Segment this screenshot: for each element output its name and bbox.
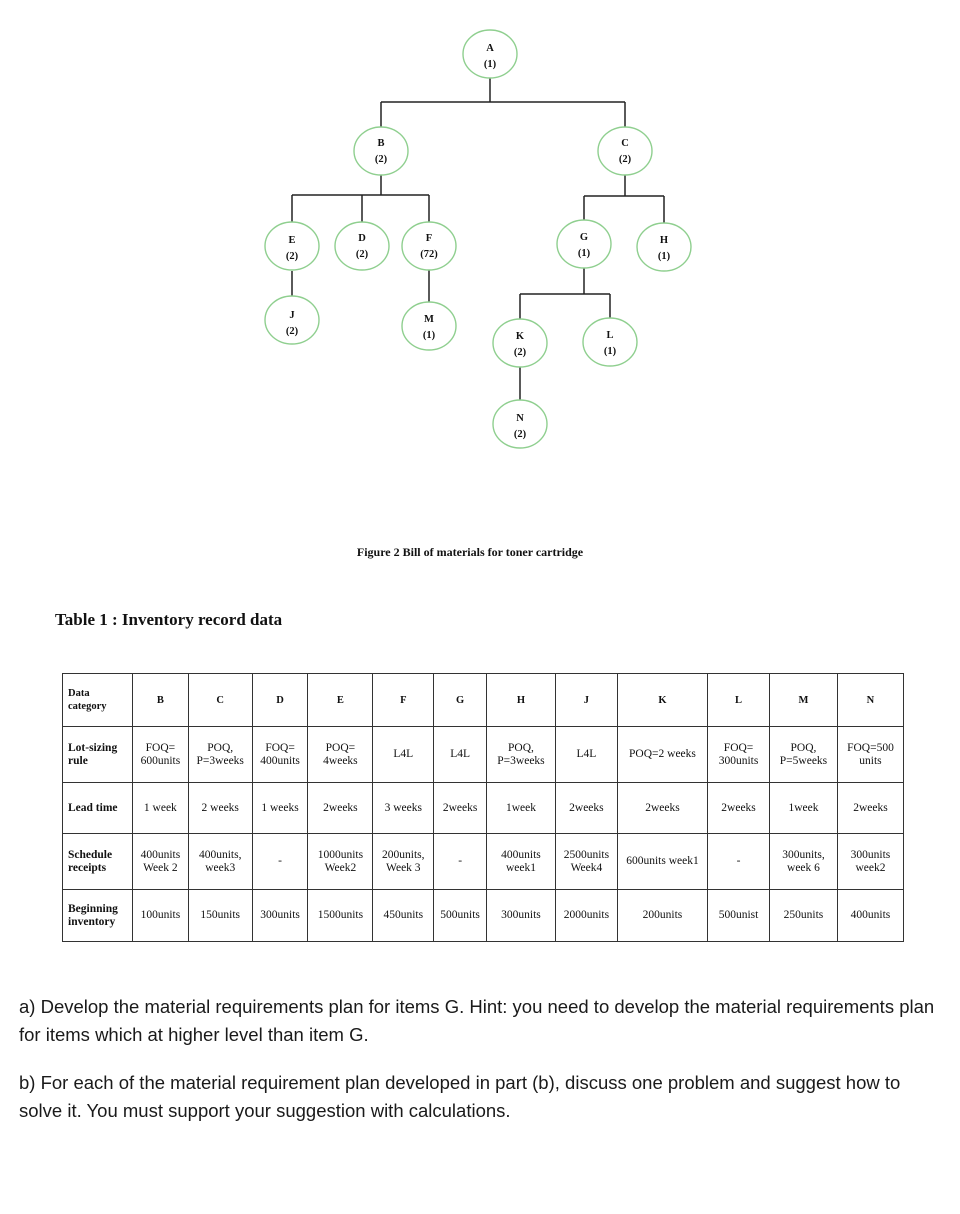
table-cell: 600units week1 — [617, 834, 707, 890]
header-cell: N — [837, 674, 903, 727]
row-header-cell: Lot-sizing rule — [63, 727, 133, 783]
bom-node-c — [598, 127, 652, 175]
node-h-qty: (1) — [657, 251, 671, 262]
table-cell: 1500units — [308, 890, 373, 942]
table-row — [63, 890, 904, 942]
node-e-qty: (2) — [285, 251, 299, 262]
table-cell: FOQ= 600units — [132, 727, 188, 783]
table-cell: 1week — [486, 783, 555, 834]
table-cell: 250units — [769, 890, 837, 942]
header-cell: E — [308, 674, 373, 727]
table-cell: 400units Week 2 — [132, 834, 188, 890]
question-a: a) Develop the material requirements plan for items G. Hint: you need to develop the material requirements plan for items which at higher level than item G. — [19, 996, 935, 1045]
table-cell: 2weeks — [308, 783, 373, 834]
table-cell: 300units — [486, 890, 555, 942]
table-cell: 450units — [373, 890, 434, 942]
table-cell: 2weeks — [555, 783, 617, 834]
table-cell: 1 weeks — [252, 783, 308, 834]
node-k-label: K — [515, 331, 525, 342]
node-d-qty: (2) — [355, 249, 369, 260]
bom-node-h — [637, 223, 691, 271]
table-cell: 2500units Week4 — [555, 834, 617, 890]
node-l-qty: (1) — [603, 346, 617, 357]
node-g-qty: (1) — [577, 248, 591, 259]
table-cell: 200units — [617, 890, 707, 942]
table-cell: 100units — [132, 890, 188, 942]
table-cell: 1week — [769, 783, 837, 834]
bom-node-m — [402, 302, 456, 350]
node-a-qty: (1) — [483, 59, 497, 70]
table-cell: 400units — [837, 890, 903, 942]
table-cell: 2weeks — [837, 783, 903, 834]
header-cell: L — [708, 674, 770, 727]
table-cell: 2 weeks — [188, 783, 252, 834]
table-cell: 500unist — [708, 890, 770, 942]
table-title: Table 1 : Inventory record data — [55, 610, 283, 629]
node-c-qty: (2) — [618, 154, 632, 165]
table-cell: 1000units Week2 — [308, 834, 373, 890]
header-cell: G — [434, 674, 487, 727]
node-j-qty: (2) — [285, 326, 299, 337]
node-b-qty: (2) — [374, 154, 388, 165]
row-header-cell: Beginning inventory — [63, 890, 133, 942]
table-row — [63, 834, 904, 890]
node-n-qty: (2) — [513, 429, 527, 440]
header-cell: Data category — [63, 674, 133, 727]
bom-node-j — [265, 296, 319, 344]
table-row — [63, 783, 904, 834]
table-cell: - — [434, 834, 487, 890]
table-cell: 2weeks — [617, 783, 707, 834]
bom-node-l — [583, 318, 637, 366]
table-cell: POQ, P=3weeks — [188, 727, 252, 783]
header-cell: H — [486, 674, 555, 727]
table-cell: 400units week1 — [486, 834, 555, 890]
header-cell: F — [373, 674, 434, 727]
inventory-record-table — [62, 673, 904, 942]
header-cell: C — [188, 674, 252, 727]
row-header-cell: Schedule receipts — [63, 834, 133, 890]
header-cell: D — [252, 674, 308, 727]
node-g-label: G — [579, 232, 589, 243]
node-b-label: B — [377, 138, 385, 149]
table-row — [63, 727, 904, 783]
bom-node-d — [335, 222, 389, 270]
table-cell: 300units — [252, 890, 308, 942]
node-c-label: C — [621, 138, 629, 149]
row-header-cell: Lead time — [63, 783, 133, 834]
bom-node-a — [463, 30, 517, 78]
node-l-label: L — [606, 330, 614, 341]
table-cell: FOQ= 300units — [708, 727, 770, 783]
node-m-qty: (1) — [422, 330, 436, 341]
table-cell: 500units — [434, 890, 487, 942]
table-cell: POQ= 4weeks — [308, 727, 373, 783]
table-cell: POQ, P=3weeks — [486, 727, 555, 783]
bom-node-g — [557, 220, 611, 268]
table-cell: L4L — [373, 727, 434, 783]
bom-node-n — [493, 400, 547, 448]
header-cell: J — [555, 674, 617, 727]
table-cell: L4L — [555, 727, 617, 783]
table-cell: FOQ=500 units — [837, 727, 903, 783]
table-cell: POQ=2 weeks — [617, 727, 707, 783]
node-k-qty: (2) — [513, 347, 527, 358]
table-cell: L4L — [434, 727, 487, 783]
table-cell: 300units week2 — [837, 834, 903, 890]
table-cell: POQ, P=5weeks — [769, 727, 837, 783]
bill-of-materials-diagram — [0, 0, 960, 470]
node-m-label: M — [424, 314, 434, 325]
node-f-label: F — [425, 233, 433, 244]
bom-node-e — [265, 222, 319, 270]
table-cell: - — [708, 834, 770, 890]
table-cell: FOQ= 400units — [252, 727, 308, 783]
node-h-label: H — [659, 235, 669, 246]
node-f-qty: (72) — [420, 249, 438, 260]
table-cell: 2000units — [555, 890, 617, 942]
table-cell: 3 weeks — [373, 783, 434, 834]
table-cell: 150units — [188, 890, 252, 942]
node-j-label: J — [289, 310, 295, 321]
bom-node-b — [354, 127, 408, 175]
question-b: b) For each of the material requirement plan developed in part (b), discuss one problem and suggest how to solve it. You must support your suggestion with calculations. — [19, 1072, 901, 1121]
bom-node-k — [493, 319, 547, 367]
figure-caption: Figure 2 Bill of materials for toner cartridge — [356, 545, 584, 559]
node-d-label: D — [358, 233, 366, 244]
table-cell: 1 week — [132, 783, 188, 834]
table-cell: 400units, week3 — [188, 834, 252, 890]
header-cell: M — [769, 674, 837, 727]
table-cell: 2weeks — [708, 783, 770, 834]
table-cell: 2weeks — [434, 783, 487, 834]
table-cell: - — [252, 834, 308, 890]
table-cell: 200units, Week 3 — [373, 834, 434, 890]
node-n-label: N — [516, 413, 524, 424]
header-cell: K — [617, 674, 707, 727]
bom-node-f — [402, 222, 456, 270]
table-cell: 300units, week 6 — [769, 834, 837, 890]
header-cell: B — [132, 674, 188, 727]
node-a-label: A — [486, 43, 494, 54]
table-header-row — [63, 674, 904, 727]
node-e-label: E — [288, 235, 296, 246]
